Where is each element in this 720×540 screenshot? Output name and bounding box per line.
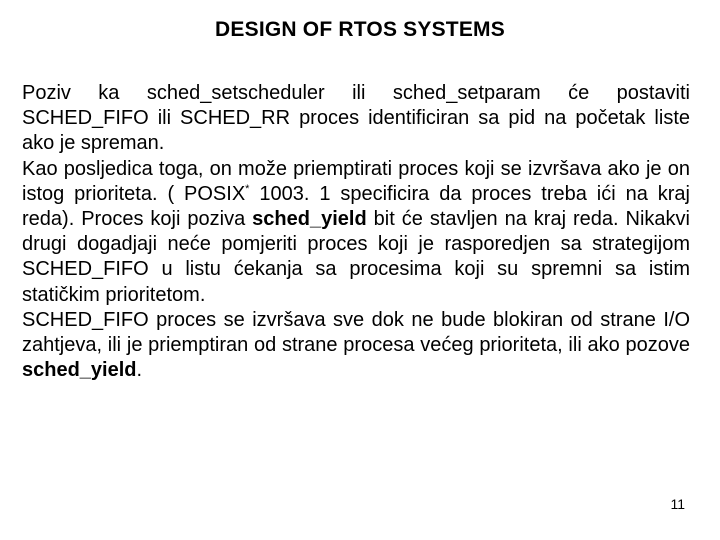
- paragraph-3-text-1: SCHED_FIFO proces se izvršava sve dok ne bude blokiran od strane I/O zahtjeva, ili je priemptiran od strane procesa većeg prioriteta, ili ako pozove: [22, 308, 690, 357]
- paragraph-2-text-2: 1003. 1 specificira da proces treba ići na kraj reda). Proces koji poziva: [22, 182, 690, 231]
- paragraph-2-text-1: Kao posljedica toga, on može priemptirati proces koji se izvršava ako je on istog prioriteta. ( POSIX: [22, 157, 690, 205]
- paragraph-3: [22, 308, 690, 384]
- sched-yield-keyword: sched_yield: [22, 359, 137, 382]
- paragraph-1: Poziv ka sched_setscheduler ili sched_setparam će postaviti SCHED_FIFO ili SCHED_RR proces identificiran sa pid na početak liste ako je spreman.: [22, 82, 690, 155]
- paragraph-2-text-3: bit će stavljen na kraj reda. Nikakvi drugi dogadjaji neće pomjeriti proces koji je rasporedjen sa strategijom SCHED_FIFO u listu ćekanja sa procesima koji su spremni sa istim statičkim prioritetom.: [22, 208, 690, 306]
- slide-title: DESIGN OF RTOS SYSTEMS: [215, 18, 505, 41]
- paragraph-2: [22, 157, 690, 308]
- paragraph-3-text-2: .: [136, 359, 143, 382]
- slide-body: [22, 81, 690, 383]
- footnote-marker: *: [245, 182, 250, 195]
- page-number: 11: [670, 496, 685, 512]
- sched-yield-keyword: sched_yield: [252, 208, 367, 231]
